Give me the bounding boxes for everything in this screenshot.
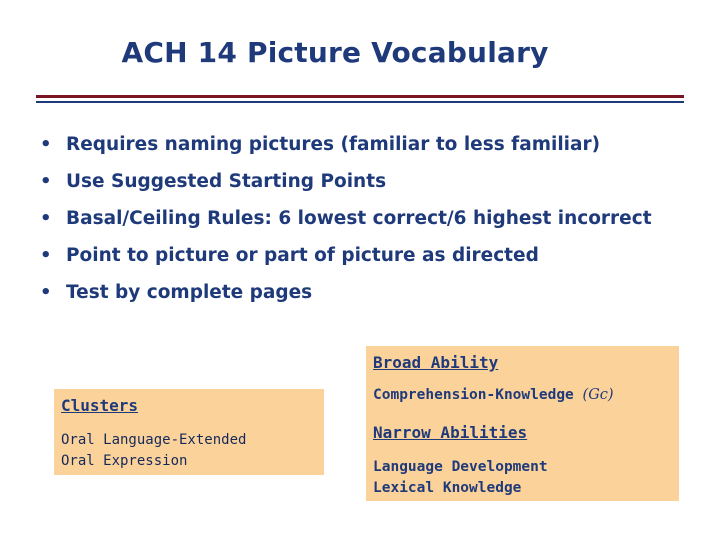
bullet-list <box>40 126 652 311</box>
bullet-item <box>40 274 652 311</box>
broad-ability-value <box>373 387 614 403</box>
bullet-item <box>40 163 652 200</box>
broad-ability-name: Comprehension-Knowledge <box>373 387 574 403</box>
bullet-text: Basal/Ceiling Rules: 6 lowest correct/6 highest incorrect <box>66 208 652 229</box>
clusters-heading: Clusters <box>61 396 139 415</box>
bullet-text: Test by complete pages <box>66 282 313 303</box>
bullet-dot: • <box>40 208 52 229</box>
cluster-line: Oral Expression <box>61 453 188 469</box>
bullet-item <box>40 200 652 237</box>
bullet-dot: • <box>40 282 52 303</box>
bullet-text: Use Suggested Starting Points <box>66 171 387 192</box>
slide-title: ACH 14 Picture Vocabulary <box>121 36 549 69</box>
broad-ability-code: (Gc) <box>582 387 614 403</box>
bullet-dot: • <box>40 245 52 266</box>
cluster-line: Oral Language-Extended <box>61 432 247 448</box>
narrow-abilities-heading: Narrow Abilities <box>373 423 528 442</box>
bullet-item <box>40 237 652 274</box>
bullet-text: Requires naming pictures (familiar to less familiar) <box>66 134 601 155</box>
bullet-text: Point to picture or part of picture as directed <box>66 245 539 266</box>
narrow-ability-line: Language Development <box>373 459 548 475</box>
bullet-dot: • <box>40 134 52 155</box>
bullet-item <box>40 126 652 163</box>
title-rule-bottom <box>36 101 684 103</box>
title-rule-top <box>36 95 684 98</box>
broad-ability-heading: Broad Ability <box>373 353 499 372</box>
bullet-dot: • <box>40 171 52 192</box>
narrow-ability-line: Lexical Knowledge <box>373 480 522 496</box>
